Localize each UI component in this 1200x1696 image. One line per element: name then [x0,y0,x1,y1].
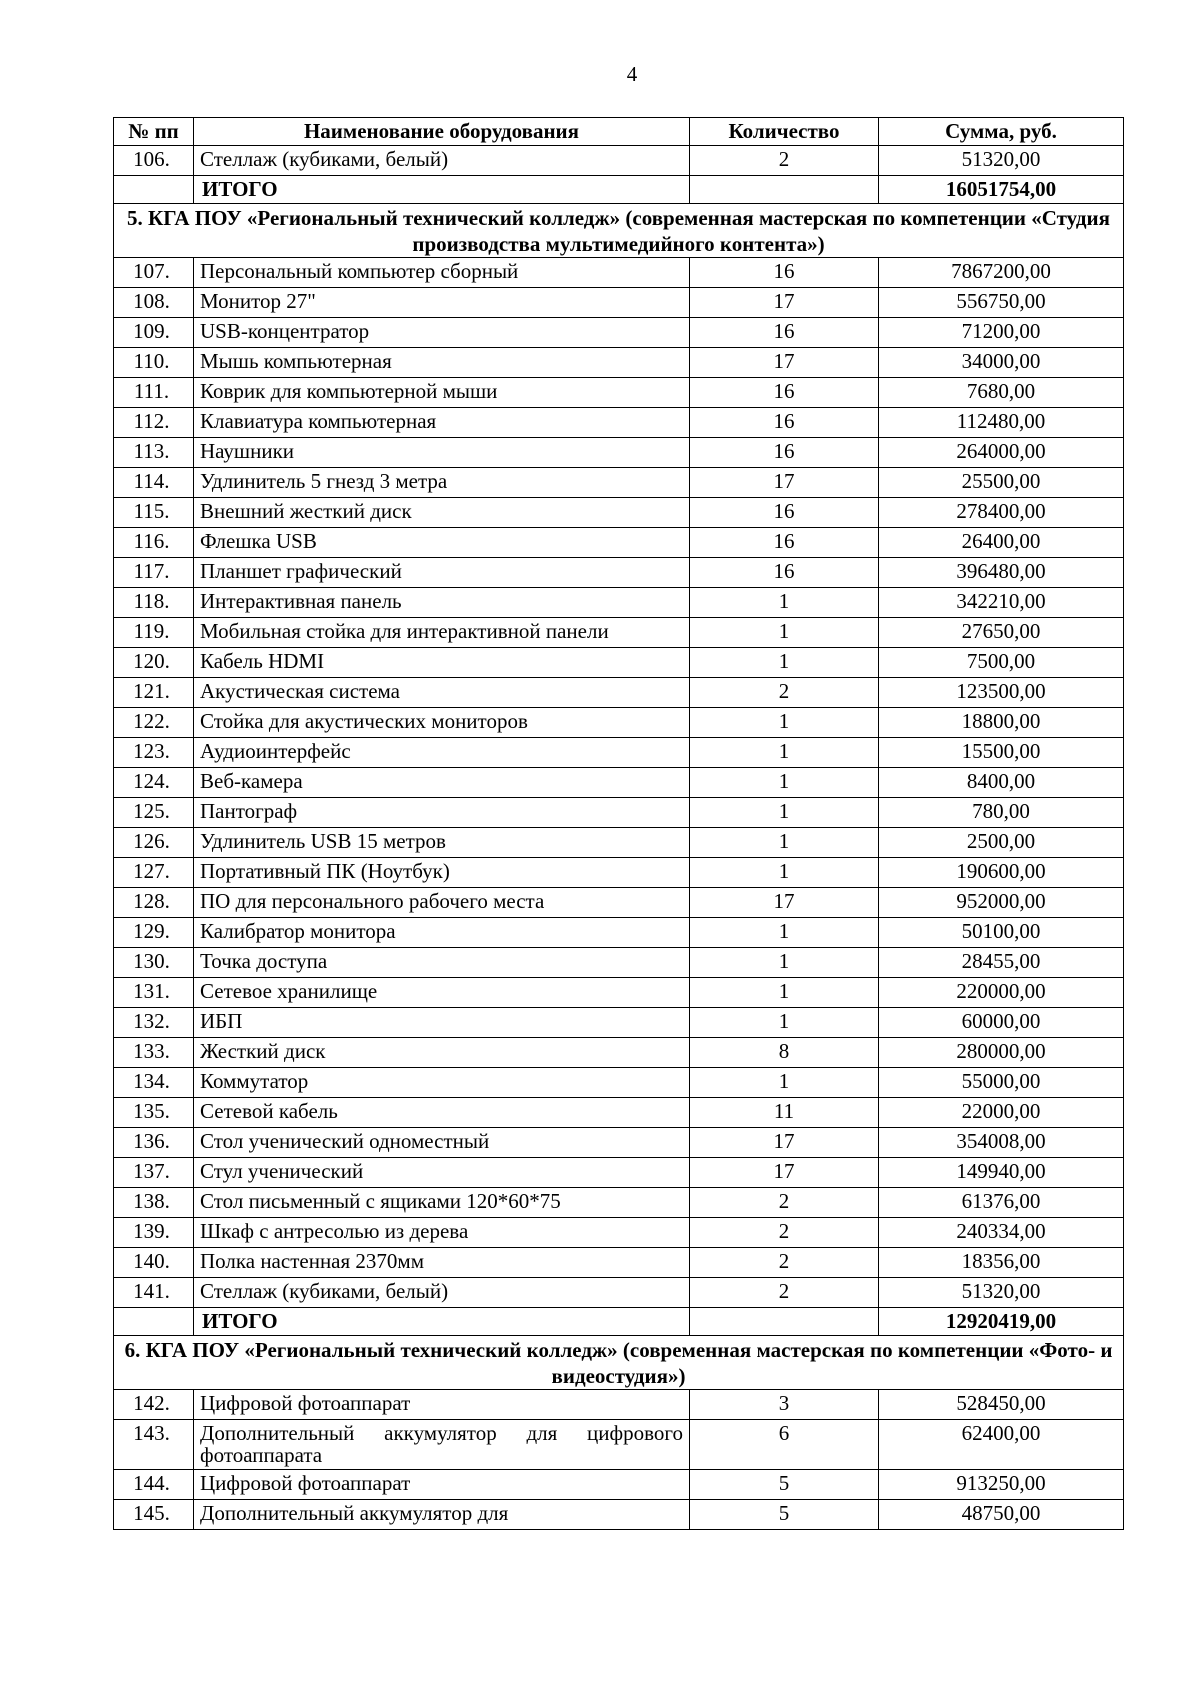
table-row [114,1008,1124,1038]
row-name: Коврик для компьютерной мыши [194,378,690,408]
table-row [114,1420,1124,1470]
table-body [114,146,1124,1530]
table-row [114,498,1124,528]
row-number: 107. [114,258,194,288]
table-row [114,318,1124,348]
equipment-table [113,117,1124,1530]
table-row [114,1470,1124,1500]
row-number: 108. [114,288,194,318]
row-quantity: 1 [690,768,879,798]
row-quantity: 3 [690,1390,879,1420]
row-sum: 354008,00 [879,1128,1124,1158]
row-sum: 556750,00 [879,288,1124,318]
table-row [114,588,1124,618]
table-row [114,618,1124,648]
row-number: 123. [114,738,194,768]
row-sum: 8400,00 [879,768,1124,798]
table-row [114,438,1124,468]
section-title: 6. КГА ПОУ «Региональный технический колледж» (современная мастерская по компетенции «Фото- и видеостудия») [114,1336,1124,1390]
table-row [114,1098,1124,1128]
row-quantity: 17 [690,348,879,378]
row-sum: 22000,00 [879,1098,1124,1128]
row-number: 139. [114,1218,194,1248]
row-number: 124. [114,768,194,798]
row-number: 128. [114,888,194,918]
total-row [114,1308,1124,1336]
row-quantity: 1 [690,648,879,678]
row-quantity: 1 [690,1008,879,1038]
table-row [114,678,1124,708]
row-name: Наушники [194,438,690,468]
row-name: Клавиатура компьютерная [194,408,690,438]
row-name: Стойка для акустических мониторов [194,708,690,738]
row-quantity: 2 [690,1248,879,1278]
row-quantity: 16 [690,318,879,348]
row-name: Жесткий диск [194,1038,690,1068]
row-number: 115. [114,498,194,528]
row-number: 112. [114,408,194,438]
row-sum: 342210,00 [879,588,1124,618]
row-number: 106. [114,146,194,176]
row-name: Стол письменный с ящиками 120*60*75 [194,1188,690,1218]
row-quantity: 8 [690,1038,879,1068]
row-name: ИБП [194,1008,690,1038]
header-qty: Количество [690,118,879,146]
row-name: Коммутатор [194,1068,690,1098]
row-quantity: 16 [690,498,879,528]
row-sum: 396480,00 [879,558,1124,588]
row-quantity: 5 [690,1470,879,1500]
row-name: Пантограф [194,798,690,828]
row-quantity: 2 [690,1278,879,1308]
row-number: 145. [114,1500,194,1530]
row-name: Кабель HDMI [194,648,690,678]
row-quantity: 16 [690,438,879,468]
row-name: Мобильная стойка для интерактивной панели [194,618,690,648]
row-number: 121. [114,678,194,708]
row-quantity: 2 [690,1218,879,1248]
table-row [114,348,1124,378]
header-sum: Сумма, руб. [879,118,1124,146]
row-number: 134. [114,1068,194,1098]
row-number: 127. [114,858,194,888]
row-quantity: 1 [690,858,879,888]
row-name: Флешка USB [194,528,690,558]
row-name: USB-концентратор [194,318,690,348]
row-quantity: 1 [690,798,879,828]
row-quantity: 17 [690,888,879,918]
row-number: 122. [114,708,194,738]
row-number: 109. [114,318,194,348]
row-name: Сетевое хранилище [194,978,690,1008]
row-sum: 190600,00 [879,858,1124,888]
table-row [114,888,1124,918]
row-quantity: 16 [690,378,879,408]
row-number: 126. [114,828,194,858]
table-row [114,918,1124,948]
row-sum: 34000,00 [879,348,1124,378]
page-number: 4 [626,62,638,86]
row-number: 144. [114,1470,194,1500]
table-row [114,828,1124,858]
row-name: Цифровой фотоаппарат [194,1470,690,1500]
row-sum: 25500,00 [879,468,1124,498]
total-row [114,176,1124,204]
row-name: Портативный ПК (Ноутбук) [194,858,690,888]
row-quantity: 16 [690,558,879,588]
row-quantity: 1 [690,738,879,768]
table-row [114,708,1124,738]
row-name: Внешний жесткий диск [194,498,690,528]
row-number: 114. [114,468,194,498]
row-quantity: 17 [690,1128,879,1158]
row-quantity: 16 [690,528,879,558]
row-quantity: 1 [690,588,879,618]
row-sum: 18356,00 [879,1248,1124,1278]
row-quantity: 2 [690,146,879,176]
row-sum: 528450,00 [879,1390,1124,1420]
row-name: Цифровой фотоаппарат [194,1390,690,1420]
row-name: Шкаф с антресолью из дерева [194,1218,690,1248]
table-row [114,858,1124,888]
section-header-row [114,1336,1124,1390]
row-number: 132. [114,1008,194,1038]
row-sum: 28455,00 [879,948,1124,978]
section-title: 5. КГА ПОУ «Региональный технический колледж» (современная мастерская по компетенции «Студия производства мультимедийного контента») [114,204,1124,258]
row-name: ПО для персонального рабочего места [194,888,690,918]
row-quantity: 1 [690,618,879,648]
table-row [114,1158,1124,1188]
row-number: 118. [114,588,194,618]
row-name: Стул ученический [194,1158,690,1188]
total-sum: 12920419,00 [879,1308,1124,1336]
row-quantity: 6 [690,1420,879,1470]
row-number: 137. [114,1158,194,1188]
row-sum: 112480,00 [879,408,1124,438]
row-number: 113. [114,438,194,468]
row-number: 130. [114,948,194,978]
table-row [114,1390,1124,1420]
table-row [114,1038,1124,1068]
row-number: 125. [114,798,194,828]
row-quantity: 2 [690,1188,879,1218]
row-quantity: 5 [690,1500,879,1530]
table-row [114,146,1124,176]
table-row [114,528,1124,558]
row-sum: 278400,00 [879,498,1124,528]
row-sum: 60000,00 [879,1008,1124,1038]
row-number: 131. [114,978,194,1008]
row-sum: 27650,00 [879,618,1124,648]
total-empty-cell [690,1308,879,1336]
row-name: Удлинитель USB 15 метров [194,828,690,858]
row-number: 129. [114,918,194,948]
row-sum: 264000,00 [879,438,1124,468]
row-name: Удлинитель 5 гнезд 3 метра [194,468,690,498]
row-number: 138. [114,1188,194,1218]
row-number: 116. [114,528,194,558]
table-row [114,408,1124,438]
row-sum: 780,00 [879,798,1124,828]
row-name: Стеллаж (кубиками, белый) [194,1278,690,1308]
row-number: 111. [114,378,194,408]
row-sum: 71200,00 [879,318,1124,348]
row-sum: 62400,00 [879,1420,1124,1470]
row-name: Мышь компьютерная [194,348,690,378]
total-empty-cell [114,1308,194,1336]
row-number: 133. [114,1038,194,1068]
row-quantity: 17 [690,468,879,498]
row-number: 110. [114,348,194,378]
row-quantity: 11 [690,1098,879,1128]
row-sum: 7867200,00 [879,258,1124,288]
row-sum: 913250,00 [879,1470,1124,1500]
table-row [114,258,1124,288]
row-quantity: 1 [690,918,879,948]
row-name: Веб-камера [194,768,690,798]
table-row [114,978,1124,1008]
row-sum: 55000,00 [879,1068,1124,1098]
row-sum: 280000,00 [879,1038,1124,1068]
total-empty-cell [690,176,879,204]
row-name: Стеллаж (кубиками, белый) [194,146,690,176]
row-sum: 149940,00 [879,1158,1124,1188]
row-sum: 15500,00 [879,738,1124,768]
table-header-row [114,118,1124,146]
row-number: 142. [114,1390,194,1420]
row-number: 135. [114,1098,194,1128]
row-number: 120. [114,648,194,678]
table-row [114,468,1124,498]
row-number: 141. [114,1278,194,1308]
row-quantity: 2 [690,678,879,708]
row-name: Персональный компьютер сборный [194,258,690,288]
table-row [114,1188,1124,1218]
row-quantity: 16 [690,258,879,288]
table-row [114,1248,1124,1278]
row-name: Дополнительный аккумулятор для [194,1500,690,1530]
table-row [114,378,1124,408]
row-sum: 7680,00 [879,378,1124,408]
table-row [114,948,1124,978]
total-label: ИТОГО [194,1308,690,1336]
row-sum: 952000,00 [879,888,1124,918]
row-name: Калибратор монитора [194,918,690,948]
table-row [114,648,1124,678]
row-sum: 123500,00 [879,678,1124,708]
row-number: 143. [114,1420,194,1470]
row-number: 117. [114,558,194,588]
row-sum: 26400,00 [879,528,1124,558]
row-name: Стол ученический одноместный [194,1128,690,1158]
table-row [114,1278,1124,1308]
row-name: Акустическая система [194,678,690,708]
row-name: Интерактивная панель [194,588,690,618]
row-quantity: 1 [690,978,879,1008]
row-sum: 51320,00 [879,1278,1124,1308]
row-sum: 240334,00 [879,1218,1124,1248]
row-sum: 7500,00 [879,648,1124,678]
row-sum: 51320,00 [879,146,1124,176]
row-sum: 61376,00 [879,1188,1124,1218]
row-sum: 2500,00 [879,828,1124,858]
header-name: Наименование оборудования [194,118,690,146]
row-name: Сетевой кабель [194,1098,690,1128]
table-row [114,288,1124,318]
row-name: Планшет графический [194,558,690,588]
table-row [114,1500,1124,1530]
row-sum: 18800,00 [879,708,1124,738]
row-name: Монитор 27" [194,288,690,318]
row-name: Полка настенная 2370мм [194,1248,690,1278]
table-row [114,1128,1124,1158]
table-row [114,768,1124,798]
total-label: ИТОГО [194,176,690,204]
row-quantity: 17 [690,288,879,318]
row-quantity: 17 [690,1158,879,1188]
table-row [114,1068,1124,1098]
total-empty-cell [114,176,194,204]
row-sum: 50100,00 [879,918,1124,948]
row-sum: 48750,00 [879,1500,1124,1530]
table-row [114,738,1124,768]
header-num: № пп [114,118,194,146]
row-quantity: 1 [690,948,879,978]
row-number: 119. [114,618,194,648]
table-row [114,1218,1124,1248]
row-name: Точка доступа [194,948,690,978]
section-header-row [114,204,1124,258]
row-sum: 220000,00 [879,978,1124,1008]
row-quantity: 1 [690,1068,879,1098]
total-sum: 16051754,00 [879,176,1124,204]
row-name: Дополнительный аккумулятор для цифрового фотоаппарата [194,1420,690,1470]
row-quantity: 16 [690,408,879,438]
row-name: Аудиоинтерфейс [194,738,690,768]
row-quantity: 1 [690,708,879,738]
row-number: 140. [114,1248,194,1278]
row-quantity: 1 [690,828,879,858]
table-row [114,798,1124,828]
row-number: 136. [114,1128,194,1158]
table-row [114,558,1124,588]
